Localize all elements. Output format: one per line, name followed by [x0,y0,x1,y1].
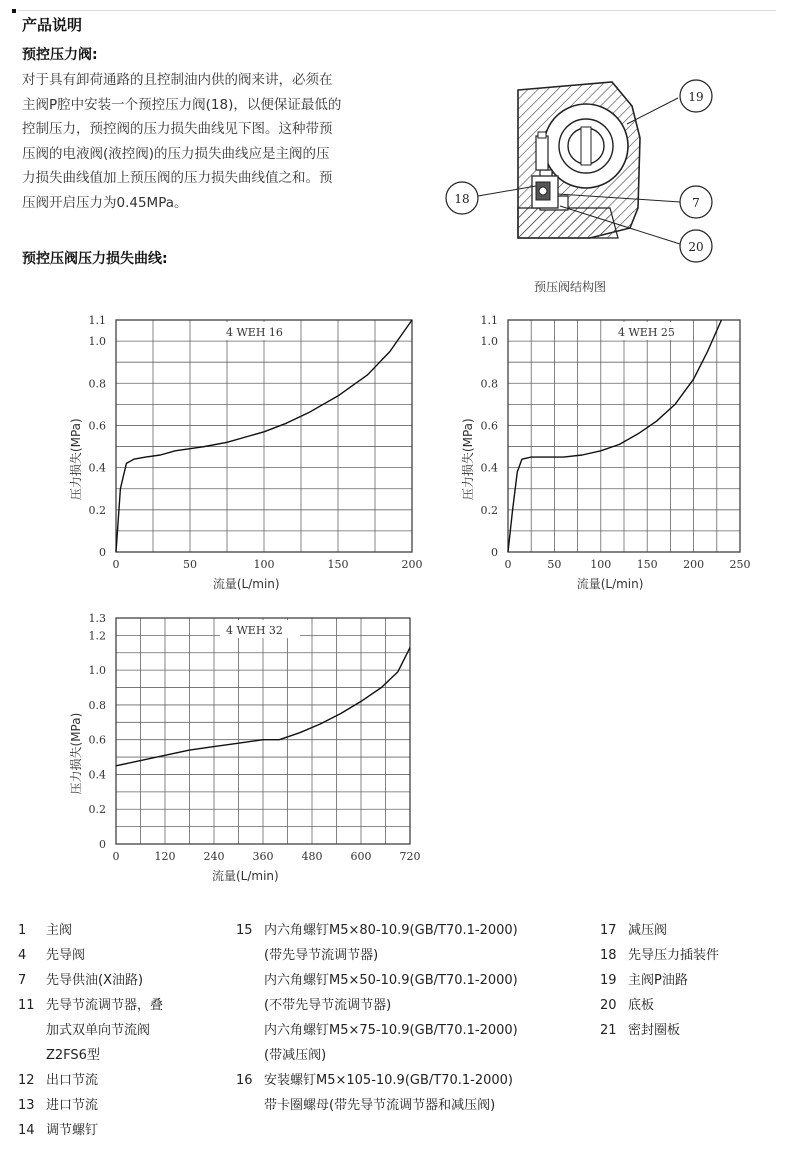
legend-number: 15 [236,923,253,938]
legend-number: 17 [600,923,617,938]
legend-text: 出口节流 [46,1073,99,1088]
x-tick-label: 120 [154,850,176,863]
legend-item [600,918,775,943]
legend-text: 主阀 [46,923,73,938]
y-tick-label: 0.6 [88,733,106,747]
chart-title: 4 WEH 25 [618,326,675,339]
y-axis-label: 压力损失(MPa) [69,712,83,795]
x-tick-label: 50 [547,558,562,571]
legend-item [18,1118,228,1143]
y-tick-label: 0 [99,838,106,851]
legend-text: 先导供油(X油路) [46,973,144,988]
legend-number: 20 [600,998,617,1013]
legend-number: 7 [18,973,27,988]
diagram-caption: 预压阀结构图 [534,280,607,294]
legend-item [600,968,775,993]
intro-line: 力损失曲线值加上预压阀的压力损失曲线值之和。预 [22,170,333,186]
y-tick-label: 0.6 [88,419,106,433]
x-tick-label: 150 [636,558,658,571]
legend-number: 16 [236,1073,253,1088]
y-tick-label: 0.8 [480,377,498,391]
legend-number: 14 [18,1123,35,1138]
legend-item [236,1068,586,1118]
x-tick-label: 200 [401,558,423,571]
x-tick-label: 250 [729,558,751,571]
header-bullet [12,9,16,13]
intro-line: 压阀开启压力为0.45MPa。 [22,194,188,211]
legend-text: 安装螺钉M5×105-10.9(GB/T70.1-2000) 带卡圈螺母(带先导节流调节器和减压阀) [264,1073,514,1113]
y-tick-label: 0 [491,546,498,559]
legend-column-1 [18,918,228,1143]
x-tick-label: 0 [112,558,120,571]
chart-4weh25 [448,308,778,598]
legend-number: 19 [600,973,617,988]
legend-text: 进口节流 [46,1098,99,1113]
legend-number: 11 [18,998,35,1013]
x-axis-label: 流量(L/min) [576,577,644,591]
legend-text: 先导节流调节器，叠 加式双单向节流阀 Z2FS6型 [46,998,164,1063]
legend-number: 1 [18,923,27,938]
y-tick-label: 0.8 [88,377,106,391]
legend-item [600,993,775,1018]
legend-item [600,943,775,968]
curves-heading: 预控压阀压力损失曲线: [22,251,168,267]
legend-item [18,1068,228,1093]
intro-line: 对于具有卸荷通路的且控制油内供的阀来讲，必须在 [22,72,333,88]
legend-item [600,1018,775,1043]
intro-line: 压阀的电液阀(液控阀)的压力损失曲线应是主阀的压 [22,145,330,162]
legend-item [18,993,228,1068]
x-tick-label: 100 [253,558,275,571]
callout-20: 20 [688,240,704,254]
legend-number: 21 [600,1023,617,1038]
x-tick-label: 0 [504,558,512,571]
y-tick-label: 0.4 [480,461,498,475]
y-tick-label: 1.1 [88,314,106,327]
legend-column-2 [236,918,586,1118]
intro-line: 主阀P腔中安装一个预控压力阀(18)，以便保证最低的 [22,96,342,113]
section-title: 产品说明 [22,16,83,34]
y-tick-label: 1.1 [480,314,498,327]
x-tick-label: 600 [350,850,372,863]
y-tick-label: 0.2 [88,803,106,817]
legend-text: 调节螺钉 [46,1123,99,1138]
intro-paragraph [22,68,417,215]
x-tick-label: 720 [399,850,421,863]
legend-number: 18 [600,948,617,963]
x-tick-label: 240 [203,850,225,863]
legend-text: 内六角螺钉M5×80-10.9(GB/T70.1-2000) (带先导节流调节器) 内六角螺钉M5×50-10.9(GB/T70.1-2000) (不带先导节流调节器) 内六角螺钉M5×75-10.9(GB/T70.1-2000) (带减压阀) [264,923,518,1063]
y-tick-label: 0.6 [480,419,498,433]
legend-number: 13 [18,1098,35,1113]
y-tick-label: 0.2 [480,503,498,517]
callout-19: 19 [688,90,704,104]
legend-item [18,943,228,968]
x-axis-label: 流量(L/min) [212,577,280,591]
y-tick-label: 1.3 [88,612,106,625]
y-tick-label: 0.2 [88,503,106,517]
legend-item [18,918,228,943]
x-tick-label: 200 [683,558,705,571]
x-tick-label: 150 [327,558,349,571]
y-tick-label: 1.0 [480,335,498,349]
legend-text: 先导阀 [46,948,86,963]
valve-base-plate [518,208,618,238]
legend-text: 减压阀 [628,923,668,938]
y-axis-label: 压力损失(MPa) [69,418,83,501]
callout-18: 18 [454,192,470,206]
chart-title: 4 WEH 32 [226,624,283,637]
legend-text: 主阀P油路 [628,973,688,988]
chart-4weh32 [60,608,430,883]
valve-structure-diagram [440,78,770,278]
legend-number: 4 [18,948,27,963]
x-tick-label: 360 [252,850,274,863]
x-tick-label: 50 [183,558,197,571]
legend-item [18,1093,228,1118]
x-axis-label: 流量(L/min) [211,869,279,883]
legend-text: 先导压力插装件 [628,948,720,963]
legend-column-3 [600,918,775,1043]
legend-number: 12 [18,1073,35,1088]
x-tick-label: 480 [301,850,323,863]
x-tick-label: 100 [590,558,612,571]
legend-text: 密封圈板 [628,1023,681,1038]
y-tick-label: 1.0 [88,335,106,349]
chart-4weh16 [60,308,430,598]
y-tick-label: 0 [99,546,106,559]
header-divider [18,10,776,11]
legend-item [18,968,228,993]
y-tick-label: 0.4 [88,461,106,475]
y-tick-label: 0.8 [88,698,106,712]
callout-7: 7 [692,196,700,210]
y-axis-label: 压力损失(MPa) [461,418,475,501]
chart-title: 4 WEH 16 [226,326,283,339]
y-tick-label: 1.2 [88,629,106,643]
legend-text: 底板 [628,998,655,1013]
y-tick-label: 1.0 [88,664,106,678]
legend-item [236,918,586,1068]
intro-heading: 预控压力阀: [22,47,98,63]
y-tick-label: 0.4 [88,768,106,782]
series-line [508,320,721,552]
intro-line: 控制压力，预控阀的压力损失曲线见下图。这种带预 [22,121,333,137]
x-tick-label: 0 [112,850,120,863]
